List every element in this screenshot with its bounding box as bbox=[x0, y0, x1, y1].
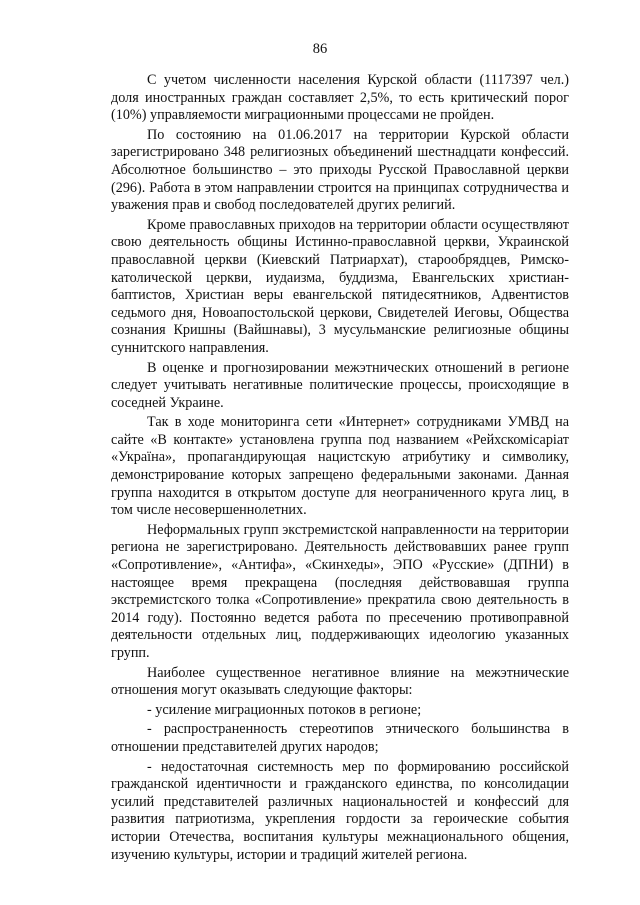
paragraph-population-share: С учетом численности населения Курской области (1117397 чел.) доля иностранных граждан составляет 2,5%, то есть критический порог (10%) управляемости миграционными процессами не пройден. bbox=[111, 72, 569, 124]
paragraph-negative-factors-intro: Наиболее существенное негативное влияние на межэтнические отношения могут оказывать следующие факторы: bbox=[111, 664, 569, 699]
paragraph-religious-associations: По состоянию на 01.06.2017 на территории Курской области зарегистрировано 348 религиозных объединений шестнадцати конфессий. Абсолютное большинство – это приходы Русской Православной церкви (296). Работа в этом направлении строится на принципах сотрудничества и уважения прав и свобод последователей других религий. bbox=[111, 126, 569, 214]
document-body bbox=[111, 72, 569, 866]
paragraph-other-confessions: Кроме православных приходов на территории области осуществляют свою деятельность общины Истинно-православной церкви, Украинской православной церкви (Киевский Патриархат), старообрядцев, Римско-католической церкви, иудаизма, буддизма, Евангельских христиан-баптистов, Христиан веры евангельской пятидесятников, Адвентистов седьмого дня, Новоапостольской церкови, Свидетелей Иеговы, Общества сознания Кришны (Вайшнавы), 3 мусульманские религиозные общины суннитского направления. bbox=[111, 216, 569, 356]
paragraph-informal-groups: Неформальных групп экстремистской направленности на территории региона не зарегистрировано. Деятельность действовавших ранее групп «Сопротивление», «Антифа», «Скинхеды», ЭПО «Русские» (ДПНИ) в настоящее время прекращена (последняя действовавшая группа экстремистского толка «Сопротивление» прекратила свою деятельность в 2014 году). Постоянно ведется работа по пресечению противоправной деятельности отдельных лиц, поддерживающих идеологию указанных групп. bbox=[111, 521, 569, 661]
list-item-stereotypes: - распространенность стереотипов этнического большинства в отношении представителей других народов; bbox=[111, 721, 569, 755]
list-item-migration-flows: - усиление миграционных потоков в регионе; bbox=[147, 701, 422, 718]
paragraph-ukraine-processes: В оценке и прогнозировании межэтнических отношений в регионе следует учитывать негативные политические процессы, происходящие в соседней Украине. bbox=[111, 359, 569, 411]
paragraph-internet-monitoring: Так в ходе мониторинга сети «Интернет» сотрудниками УМВД на сайте «В контакте» установлена группа под названием «Рейхскомісаріат «Україна», пропагандирующая нацистскую атрибутику и символику, демонстрирование которых запрещено федеральными законами. Данная группа находится в открытом доступе для неограниченного круга лиц, в том числе несовершеннолетних. bbox=[111, 414, 569, 519]
list-item-civic-identity: - недостаточная системность мер по формированию российской гражданской идентичности и гражданского единства, по консолидации усилий представителей различных национальностей и конфессий для развития патриотизма, укрепления гордости за героические события истории Отечества, воспитания культуры межнационального общения, изучению культуры, истории и традиций жителей региона. bbox=[111, 758, 569, 863]
page-number: 86 bbox=[312, 41, 328, 57]
